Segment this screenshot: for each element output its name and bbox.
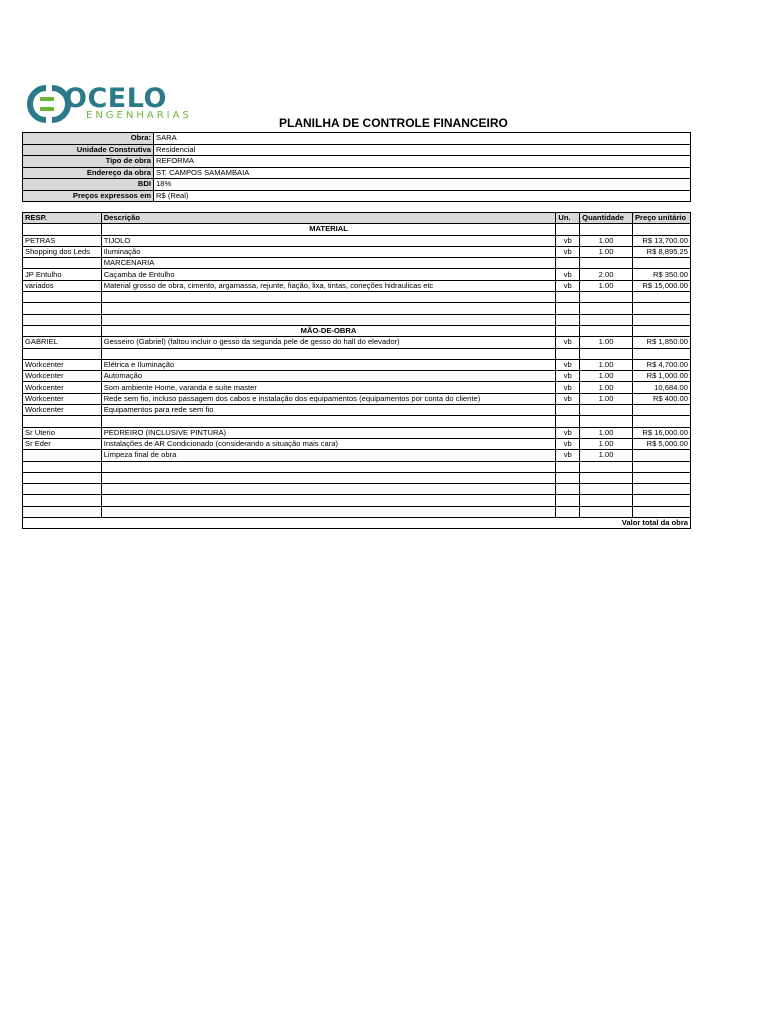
cell-quantity bbox=[580, 472, 633, 483]
cell-unit-price bbox=[632, 495, 690, 506]
cell-unit: vb bbox=[556, 382, 580, 393]
cell-resp bbox=[23, 484, 102, 495]
cell-unit: vb bbox=[556, 371, 580, 382]
table-row bbox=[23, 461, 691, 472]
cell-quantity: 1.00 bbox=[580, 438, 633, 449]
table-row bbox=[23, 371, 691, 382]
info-label: Preços expressos em bbox=[23, 190, 154, 202]
cell-unit bbox=[556, 258, 580, 269]
cell-unit bbox=[556, 484, 580, 495]
cell-quantity: 1.00 bbox=[580, 393, 633, 404]
cell-unit-price bbox=[632, 484, 690, 495]
cell-unit: vb bbox=[556, 359, 580, 370]
header-unit: Un. bbox=[556, 213, 580, 224]
cell-unit-price: 10,684.00 bbox=[632, 382, 690, 393]
info-row bbox=[23, 190, 691, 202]
cell-quantity bbox=[580, 405, 633, 416]
cell-unit: vb bbox=[556, 280, 580, 291]
cell-quantity: 1.00 bbox=[580, 246, 633, 257]
cell-unit-price bbox=[632, 258, 690, 269]
table-row bbox=[23, 472, 691, 483]
cell-resp: variados bbox=[23, 280, 102, 291]
cell-description: Equipamentos para rede sem fio bbox=[101, 405, 556, 416]
cell-resp bbox=[23, 461, 102, 472]
cell-quantity: 1.00 bbox=[580, 450, 633, 461]
table-row bbox=[23, 314, 691, 325]
cell-unit: vb bbox=[556, 235, 580, 246]
cell-description bbox=[101, 292, 556, 303]
cell-unit-price bbox=[632, 303, 690, 314]
cell-resp: Workcenter bbox=[23, 382, 102, 393]
header-quantity: Quantidade bbox=[580, 213, 633, 224]
cell-resp: Shopping dos Leds bbox=[23, 246, 102, 257]
table-row bbox=[23, 416, 691, 427]
table-row bbox=[23, 405, 691, 416]
cell-description: TIJOLO bbox=[101, 235, 556, 246]
info-row bbox=[23, 144, 691, 156]
info-row bbox=[23, 179, 691, 191]
total-label: Valor total da obra bbox=[23, 518, 691, 529]
cell-quantity: 1.00 bbox=[580, 382, 633, 393]
page-title: PLANILHA DE CONTROLE FINANCEIRO bbox=[279, 116, 508, 130]
table-row bbox=[23, 484, 691, 495]
cell-description: MARCENARIA bbox=[101, 258, 556, 269]
cell-quantity: 1.00 bbox=[580, 371, 633, 382]
section-row-material bbox=[23, 224, 691, 235]
cell-unit-price bbox=[632, 506, 690, 517]
table-row bbox=[23, 246, 691, 257]
cell-resp: Workcenter bbox=[23, 359, 102, 370]
cell-description: Rede sem fio, incluso passagem dos cabos e instalação dos equipamentos (equipamentos por conta do cliente) bbox=[101, 393, 556, 404]
cell-unit bbox=[556, 292, 580, 303]
header-resp: RESP. bbox=[23, 213, 102, 224]
cell-unit: vb bbox=[556, 269, 580, 280]
cell-unit: vb bbox=[556, 427, 580, 438]
cell-resp bbox=[23, 416, 102, 427]
cell-description bbox=[101, 495, 556, 506]
cell-quantity bbox=[580, 314, 633, 325]
info-label: Obra: bbox=[23, 133, 154, 145]
table-row bbox=[23, 506, 691, 517]
cell-unit-price bbox=[632, 472, 690, 483]
cell-resp: Workcenter bbox=[23, 393, 102, 404]
cell-description bbox=[101, 303, 556, 314]
cell-quantity bbox=[580, 506, 633, 517]
cell-resp bbox=[23, 348, 102, 359]
table-row bbox=[23, 348, 691, 359]
logo-wordmark: OCELO bbox=[64, 83, 167, 114]
cell-description: Elétrica e Iluminação bbox=[101, 359, 556, 370]
cell-resp: Workcenter bbox=[23, 371, 102, 382]
cell-resp bbox=[23, 314, 102, 325]
cell-quantity bbox=[580, 303, 633, 314]
cell-unit-price: R$ 5,000.00 bbox=[632, 438, 690, 449]
cell-description: Instalações de AR Condicionado (considerando a situação mais cara) bbox=[101, 438, 556, 449]
table-row bbox=[23, 450, 691, 461]
cell-unit bbox=[556, 303, 580, 314]
cell-unit bbox=[556, 405, 580, 416]
cell-description: Gesseiro (Gabriel) (faltou incluir o gesso da segunda pele de gesso do hall do elevador) bbox=[101, 337, 556, 348]
cell-unit: vb bbox=[556, 438, 580, 449]
table-row bbox=[23, 292, 691, 303]
cell-unit bbox=[556, 416, 580, 427]
cell-description: Iluminação bbox=[101, 246, 556, 257]
cell-quantity bbox=[580, 258, 633, 269]
cell-unit-price: R$ 1,850.00 bbox=[632, 337, 690, 348]
cell-description bbox=[101, 484, 556, 495]
info-label: Unidade Construtiva bbox=[23, 144, 154, 156]
table-header-row bbox=[23, 213, 691, 224]
cell-resp bbox=[23, 506, 102, 517]
cell-resp bbox=[23, 450, 102, 461]
cell-description bbox=[101, 461, 556, 472]
cell-quantity: 1.00 bbox=[580, 359, 633, 370]
cell-unit-price: R$ 400.00 bbox=[632, 393, 690, 404]
cell-quantity bbox=[580, 416, 633, 427]
cell-unit-price bbox=[632, 416, 690, 427]
cell-unit-price bbox=[632, 314, 690, 325]
table-row bbox=[23, 382, 691, 393]
info-row bbox=[23, 133, 691, 145]
info-label: Tipo de obra bbox=[23, 156, 154, 168]
cell-unit: vb bbox=[556, 393, 580, 404]
budget-items-table bbox=[22, 212, 691, 529]
table-row bbox=[23, 495, 691, 506]
cell-quantity bbox=[580, 461, 633, 472]
cell-resp bbox=[23, 495, 102, 506]
cell-description bbox=[101, 506, 556, 517]
cell-resp bbox=[23, 472, 102, 483]
cell-resp bbox=[23, 258, 102, 269]
cell-unit-price: R$ 350.00 bbox=[632, 269, 690, 280]
cell-unit-price: R$ 16,000.00 bbox=[632, 427, 690, 438]
cell-quantity: 1.00 bbox=[580, 337, 633, 348]
cell-unit-price: R$ 4,700.00 bbox=[632, 359, 690, 370]
cell-unit-price: R$ 1,000.00 bbox=[632, 371, 690, 382]
cell-resp: Sr Uterio bbox=[23, 427, 102, 438]
section-row-mao-de-obra bbox=[23, 325, 691, 336]
cell-resp: PETRAS bbox=[23, 235, 102, 246]
info-value: SARA bbox=[154, 133, 691, 145]
cell-quantity bbox=[580, 348, 633, 359]
section-title-mao-de-obra: MÃO-DE-OBRA bbox=[101, 325, 556, 336]
cell-description bbox=[101, 416, 556, 427]
info-value: REFORMA bbox=[154, 156, 691, 168]
cell-unit-price bbox=[632, 461, 690, 472]
cell-resp bbox=[23, 303, 102, 314]
table-row bbox=[23, 337, 691, 348]
cell-resp: JP Entulho bbox=[23, 269, 102, 280]
cell-unit bbox=[556, 348, 580, 359]
cell-resp: Sr Eder bbox=[23, 438, 102, 449]
cell-description bbox=[101, 314, 556, 325]
cell-quantity bbox=[580, 495, 633, 506]
logo-subtitle: ENGENHARIAS bbox=[86, 110, 192, 121]
cell-unit bbox=[556, 506, 580, 517]
cell-unit: vb bbox=[556, 337, 580, 348]
info-label: Endereço da obra bbox=[23, 167, 154, 179]
cell-description bbox=[101, 348, 556, 359]
header-description: Descrição bbox=[101, 213, 556, 224]
cell-quantity: 1.00 bbox=[580, 235, 633, 246]
cell-unit-price: R$ 13,700.00 bbox=[632, 235, 690, 246]
info-value: R$ (Real) bbox=[154, 190, 691, 202]
cell-description: Limpeza final de obra bbox=[101, 450, 556, 461]
total-row bbox=[23, 518, 691, 529]
header-unit-price: Preço unitário bbox=[632, 213, 690, 224]
table-row bbox=[23, 427, 691, 438]
table-row bbox=[23, 269, 691, 280]
cell-description: PEDREIRO (INCLUSIVE PINTURA) bbox=[101, 427, 556, 438]
table-row bbox=[23, 280, 691, 291]
cell-unit-price bbox=[632, 348, 690, 359]
info-value: ST. CAMPOS SAMAMBAIA bbox=[154, 167, 691, 179]
cell-description: Caçamba de Entulho bbox=[101, 269, 556, 280]
info-label: BDI bbox=[23, 179, 154, 191]
cell-unit-price: R$ 8,895.25 bbox=[632, 246, 690, 257]
table-row bbox=[23, 393, 691, 404]
cell-unit bbox=[556, 461, 580, 472]
cell-resp bbox=[23, 292, 102, 303]
cell-unit bbox=[556, 314, 580, 325]
table-row bbox=[23, 438, 691, 449]
cell-unit bbox=[556, 472, 580, 483]
cell-unit bbox=[556, 495, 580, 506]
table-row bbox=[23, 303, 691, 314]
info-value: 18% bbox=[154, 179, 691, 191]
table-row bbox=[23, 235, 691, 246]
cell-description bbox=[101, 472, 556, 483]
cell-unit-price: R$ 15,000.00 bbox=[632, 280, 690, 291]
section-title-material: MATERIAL bbox=[101, 224, 556, 235]
cell-quantity bbox=[580, 292, 633, 303]
table-row bbox=[23, 359, 691, 370]
cell-unit-price bbox=[632, 450, 690, 461]
cell-description: Material grosso de obra, cimento, argamassa, rejunte, fiação, lixa, tintas, coneções hidraulicas etc bbox=[101, 280, 556, 291]
cell-description: Automação bbox=[101, 371, 556, 382]
info-value: Residencial bbox=[154, 144, 691, 156]
cell-resp: GABRIEL bbox=[23, 337, 102, 348]
cell-unit: vb bbox=[556, 450, 580, 461]
table-row bbox=[23, 258, 691, 269]
cell-unit-price bbox=[632, 292, 690, 303]
info-row bbox=[23, 156, 691, 168]
cell-quantity: 2.00 bbox=[580, 269, 633, 280]
cell-quantity: 1.00 bbox=[580, 427, 633, 438]
info-row bbox=[23, 167, 691, 179]
cell-resp: Workcenter bbox=[23, 405, 102, 416]
cell-quantity: 1.00 bbox=[580, 280, 633, 291]
cell-description: Som ambiente Home, varanda e suíte master bbox=[101, 382, 556, 393]
project-info-table bbox=[22, 132, 691, 202]
cell-unit: vb bbox=[556, 246, 580, 257]
cell-quantity bbox=[580, 484, 633, 495]
cell-unit-price bbox=[632, 405, 690, 416]
